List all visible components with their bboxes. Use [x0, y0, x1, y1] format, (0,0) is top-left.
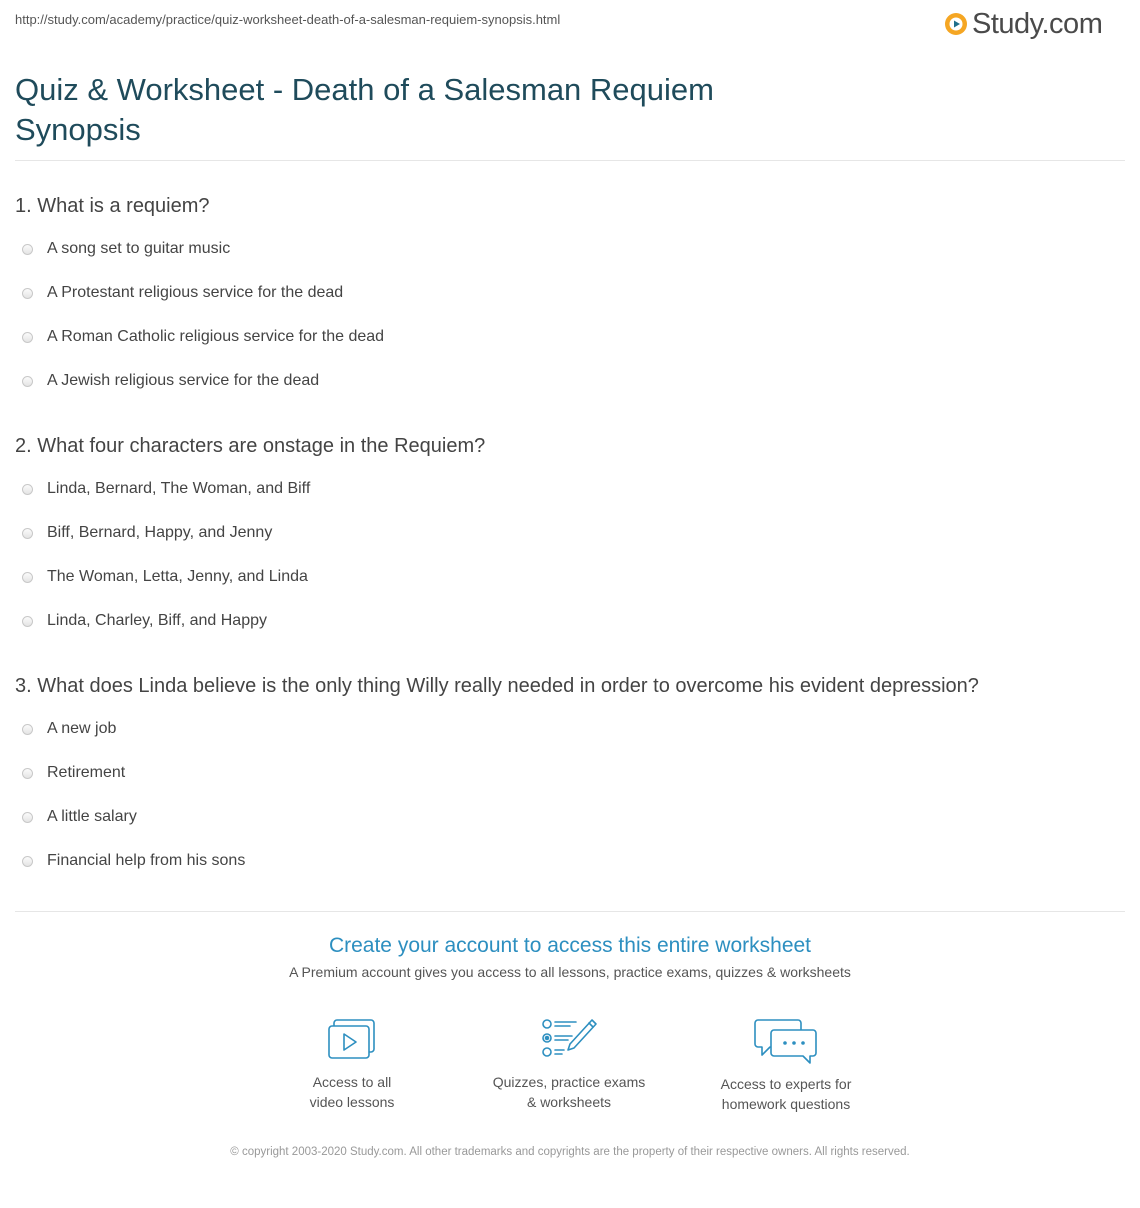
radio-button[interactable] [22, 376, 33, 387]
answer-option[interactable] [22, 568, 308, 586]
section-divider [15, 911, 1125, 912]
question-1: 1. What is a requiem? [15, 195, 210, 217]
option-label: A Jewish religious service for the dead [47, 372, 320, 389]
option-label: A Protestant religious service for the dead [47, 284, 344, 301]
answer-option[interactable] [22, 284, 343, 302]
feature-label: Quizzes, practice exams & worksheets [492, 1074, 646, 1110]
option-label: A new job [47, 720, 117, 737]
feature-experts [686, 1018, 886, 1114]
play-logo-icon [944, 12, 968, 36]
feature-video-lessons [252, 1018, 452, 1112]
option-label: The Woman, Letta, Jenny, and Linda [47, 568, 308, 585]
option-label: A song set to guitar music [47, 240, 231, 257]
answer-option[interactable] [22, 524, 272, 542]
radio-button[interactable] [22, 288, 33, 299]
answer-option[interactable] [22, 612, 267, 630]
answer-option[interactable] [22, 720, 116, 738]
answer-option[interactable] [22, 240, 230, 258]
radio-button[interactable] [22, 768, 33, 779]
radio-button[interactable] [22, 812, 33, 823]
answer-option[interactable] [22, 808, 137, 826]
option-label: A little salary [47, 808, 137, 825]
video-lessons-icon [326, 1018, 378, 1062]
radio-button[interactable] [22, 332, 33, 343]
page-url: http://study.com/academy/practice/quiz-worksheet-death-of-a-salesman-requiem-synopsis.html [15, 12, 561, 27]
feature-quizzes [469, 1018, 669, 1112]
premium-description: A Premium account gives you access to all lessons, practice exams, quizzes & worksheets [289, 964, 851, 980]
radio-button[interactable] [22, 856, 33, 867]
option-label: A Roman Catholic religious service for the dead [47, 328, 385, 345]
option-label: Linda, Bernard, The Woman, and Biff [47, 480, 311, 497]
radio-button[interactable] [22, 572, 33, 583]
title-divider [15, 160, 1125, 161]
option-label: Linda, Charley, Biff, and Happy [47, 612, 267, 629]
question-2: 2. What four characters are onstage in the Requiem? [15, 435, 486, 457]
option-label: Retirement [47, 764, 126, 781]
radio-button[interactable] [22, 616, 33, 627]
option-label: Financial help from his sons [47, 852, 246, 869]
page-title: Quiz & Worksheet - Death of a Salesman Requiem Synopsis [15, 72, 714, 147]
copyright-notice: © copyright 2003-2020 Study.com. All other trademarks and copyrights are the property of their respective owners. All rights reserved. [230, 1146, 910, 1158]
feature-label: Access to experts for homework questions [720, 1076, 852, 1112]
radio-button[interactable] [22, 244, 33, 255]
option-label: Biff, Bernard, Happy, and Jenny [47, 524, 273, 541]
radio-button[interactable] [22, 528, 33, 539]
answer-option[interactable] [22, 764, 125, 782]
logo-text: Study.com [972, 7, 1103, 40]
answer-option[interactable] [22, 372, 319, 390]
study-logo[interactable] [944, 6, 1102, 42]
quiz-checklist-icon [540, 1018, 598, 1062]
radio-button[interactable] [22, 484, 33, 495]
feature-label: Access to all video lessons [309, 1074, 395, 1110]
chat-bubbles-icon [754, 1018, 818, 1064]
answer-option[interactable] [22, 852, 245, 870]
question-3: 3. What does Linda believe is the only thing Willy really needed in order to overcome his evident depression? [15, 675, 979, 697]
answer-option[interactable] [22, 480, 310, 498]
answer-option[interactable] [22, 328, 384, 346]
create-account-link[interactable]: Create your account to access this entire worksheet [328, 934, 812, 957]
radio-button[interactable] [22, 724, 33, 735]
